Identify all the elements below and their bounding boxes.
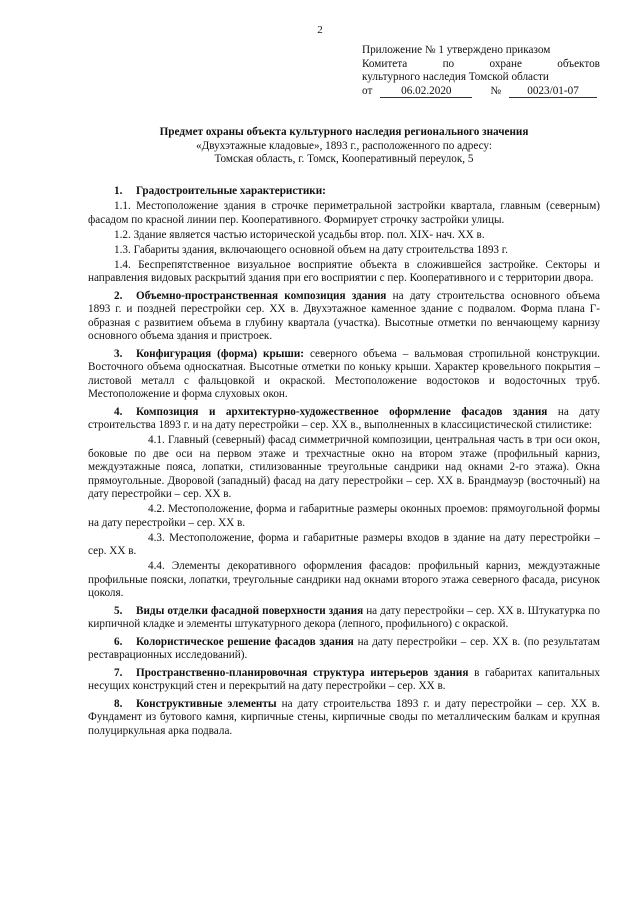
section-number: 1. xyxy=(114,185,123,197)
section-3 xyxy=(88,348,600,402)
section-1-heading xyxy=(88,185,600,199)
paragraph-4-4: 4.4. Элементы декоративного оформления фасадов: профильный карниз, междуэтажные профильные пояски, лопатки, треугольные сандрики над окнами второго этажа северного фасада, рисунок цоколя. xyxy=(88,560,600,599)
section-title: Объемно-пространственная композиция здания xyxy=(136,289,387,302)
approval-block xyxy=(362,44,600,98)
order-date: 06.02.2020 xyxy=(380,85,472,98)
section-4 xyxy=(88,406,600,433)
section-text: на дату строительства основного объема 1893 г. и поздней перестройки сер. XX в. Двухэтажное каменное здание с подвалом. Форма плана Г-образная с развитием объема в глубину квартала (участка). Высотные отметки по венчающему карнизу основного объема здания и пристроек. xyxy=(88,289,601,342)
object-address: Томская область, г. Томск, Кооперативный переулок, 5 xyxy=(214,153,474,165)
section-text: северного объема – вальмовая стропильной конструкции. Восточного объема односкатная. Высотные отметки по коньку крыши. Характер кровельного покрытия – листовой металл с фальцовкой и окраской. Местоположение водостоков и водосточных труб. Местоположение и форма слуховых окон. xyxy=(88,347,600,400)
approval-word: по xyxy=(442,57,455,70)
document-heading xyxy=(88,126,600,167)
page-number: 2 xyxy=(317,24,323,36)
section-number: 4. xyxy=(114,405,123,418)
number-label: № xyxy=(490,84,502,97)
section-number: 7. xyxy=(114,666,123,679)
section-title: Градостроительные характеристики: xyxy=(136,185,326,197)
paragraph-1-3: 1.3. Габариты здания, включающего основной объем на дату строительства 1893 г. xyxy=(114,243,508,256)
paragraph-4-2: 4.2. Местоположение, форма и габаритные размеры оконных проемов: прямоугольной формы на дату перестройки – сер. XX в. xyxy=(88,503,600,529)
section-text: в габаритах капитальных несущих конструкций стен и перекрытий на дату перестройки – сер. XX в. xyxy=(88,666,600,692)
section-7 xyxy=(88,667,600,694)
paragraph-1-2: 1.2. Здание является частью исторической усадьбы втор. пол. XIX- нач. XX в. xyxy=(114,228,485,241)
section-title: Колористическое решение фасадов здания xyxy=(136,635,354,648)
section-text: на дату строительства 1893 г. и на дату перестройки – сер. XX в., выполненных в классицистической стилистике: xyxy=(88,405,601,431)
approval-line-4 xyxy=(362,85,600,99)
section-number: 2. xyxy=(114,289,123,302)
section-title: Конфигурация (форма) крыши: xyxy=(136,347,305,360)
paragraph-1-4: 1.4. Беспрепятственное визуальное восприятие объекта в сложившейся застройке. Секторы и направления видовых раскрытий здания при его восприятии с пер. Кооперативного и с территории двора. xyxy=(88,258,600,284)
approval-line-1: Приложение № 1 утверждено приказом xyxy=(362,44,551,56)
order-number: 0023/01-07 xyxy=(509,85,597,98)
section-text: на дату перестройки – сер. XX в. (по результатам реставрационных исследований). xyxy=(88,635,600,661)
approval-word: Комитета xyxy=(362,57,408,70)
section-6 xyxy=(88,636,600,663)
paragraph-4-1: 4.1. Главный (северный) фасад симметричной композиции, центральная часть в три оси окон, боковые по две оси на первом этаже и трехчастные окно на втором этаже (профильный карниз, междуэтажные пояса, лопатки, стилизованные треугольные сандрики над окнами 2-го этажа). Окна прямоугольные. Дворовой (западный) фасад на дату перестройки – сер. XX в. Брандмауэр (восточный) на дату перестройки – сер. XX в. xyxy=(88,434,600,500)
section-title: Виды отделки фасадной поверхности здания xyxy=(136,604,364,617)
section-text: на дату строительства 1893 г. и дату перестройки – сер. XX в. Фундамент из бутового камня, кирпичные стены, кирпичные своды по металлическим балкам и крупная полуциркульная арка подвала. xyxy=(88,697,600,737)
paragraph-4-3: 4.3. Местоположение, форма и габаритные размеры входов в здание на дату перестройки – сер. XX в. xyxy=(88,531,600,557)
section-2 xyxy=(88,290,600,344)
section-text: на дату перестройки – сер. XX в. Штукатурка по кирпичной кладке и элементы штукатурного декора (лепного, профильного) с окраской. xyxy=(88,604,600,630)
section-number: 3. xyxy=(114,347,123,360)
document-title: Предмет охраны объекта культурного наследия регионального значения xyxy=(159,126,529,138)
paragraph-1-1: 1.1. Местоположение здания в строчке периметральной застройки квартала, главным (северным) фасадом по красной линии пер. Кооперативного. Формирует строчку застройки улицы. xyxy=(88,200,600,226)
from-label: от xyxy=(362,84,373,97)
approval-word: объектов xyxy=(557,57,600,70)
section-number: 6. xyxy=(114,635,123,648)
section-5 xyxy=(88,605,600,632)
section-8 xyxy=(88,698,600,739)
section-title: Конструктивные элементы xyxy=(136,697,277,710)
section-title: Пространственно-планировочная структура интерьеров здания xyxy=(136,666,469,679)
section-title: Композиция и архитектурно-художественное оформление фасадов здания xyxy=(136,405,548,418)
document-body xyxy=(88,185,600,738)
object-name: «Двухэтажные кладовые», 1893 г., расположенного по адресу: xyxy=(196,139,492,152)
approval-line-3: культурного наследия Томской области xyxy=(362,71,549,83)
section-number: 5. xyxy=(114,604,123,617)
approval-line-2 xyxy=(362,58,600,72)
approval-word: охране xyxy=(489,57,522,70)
section-number: 8. xyxy=(114,697,123,710)
